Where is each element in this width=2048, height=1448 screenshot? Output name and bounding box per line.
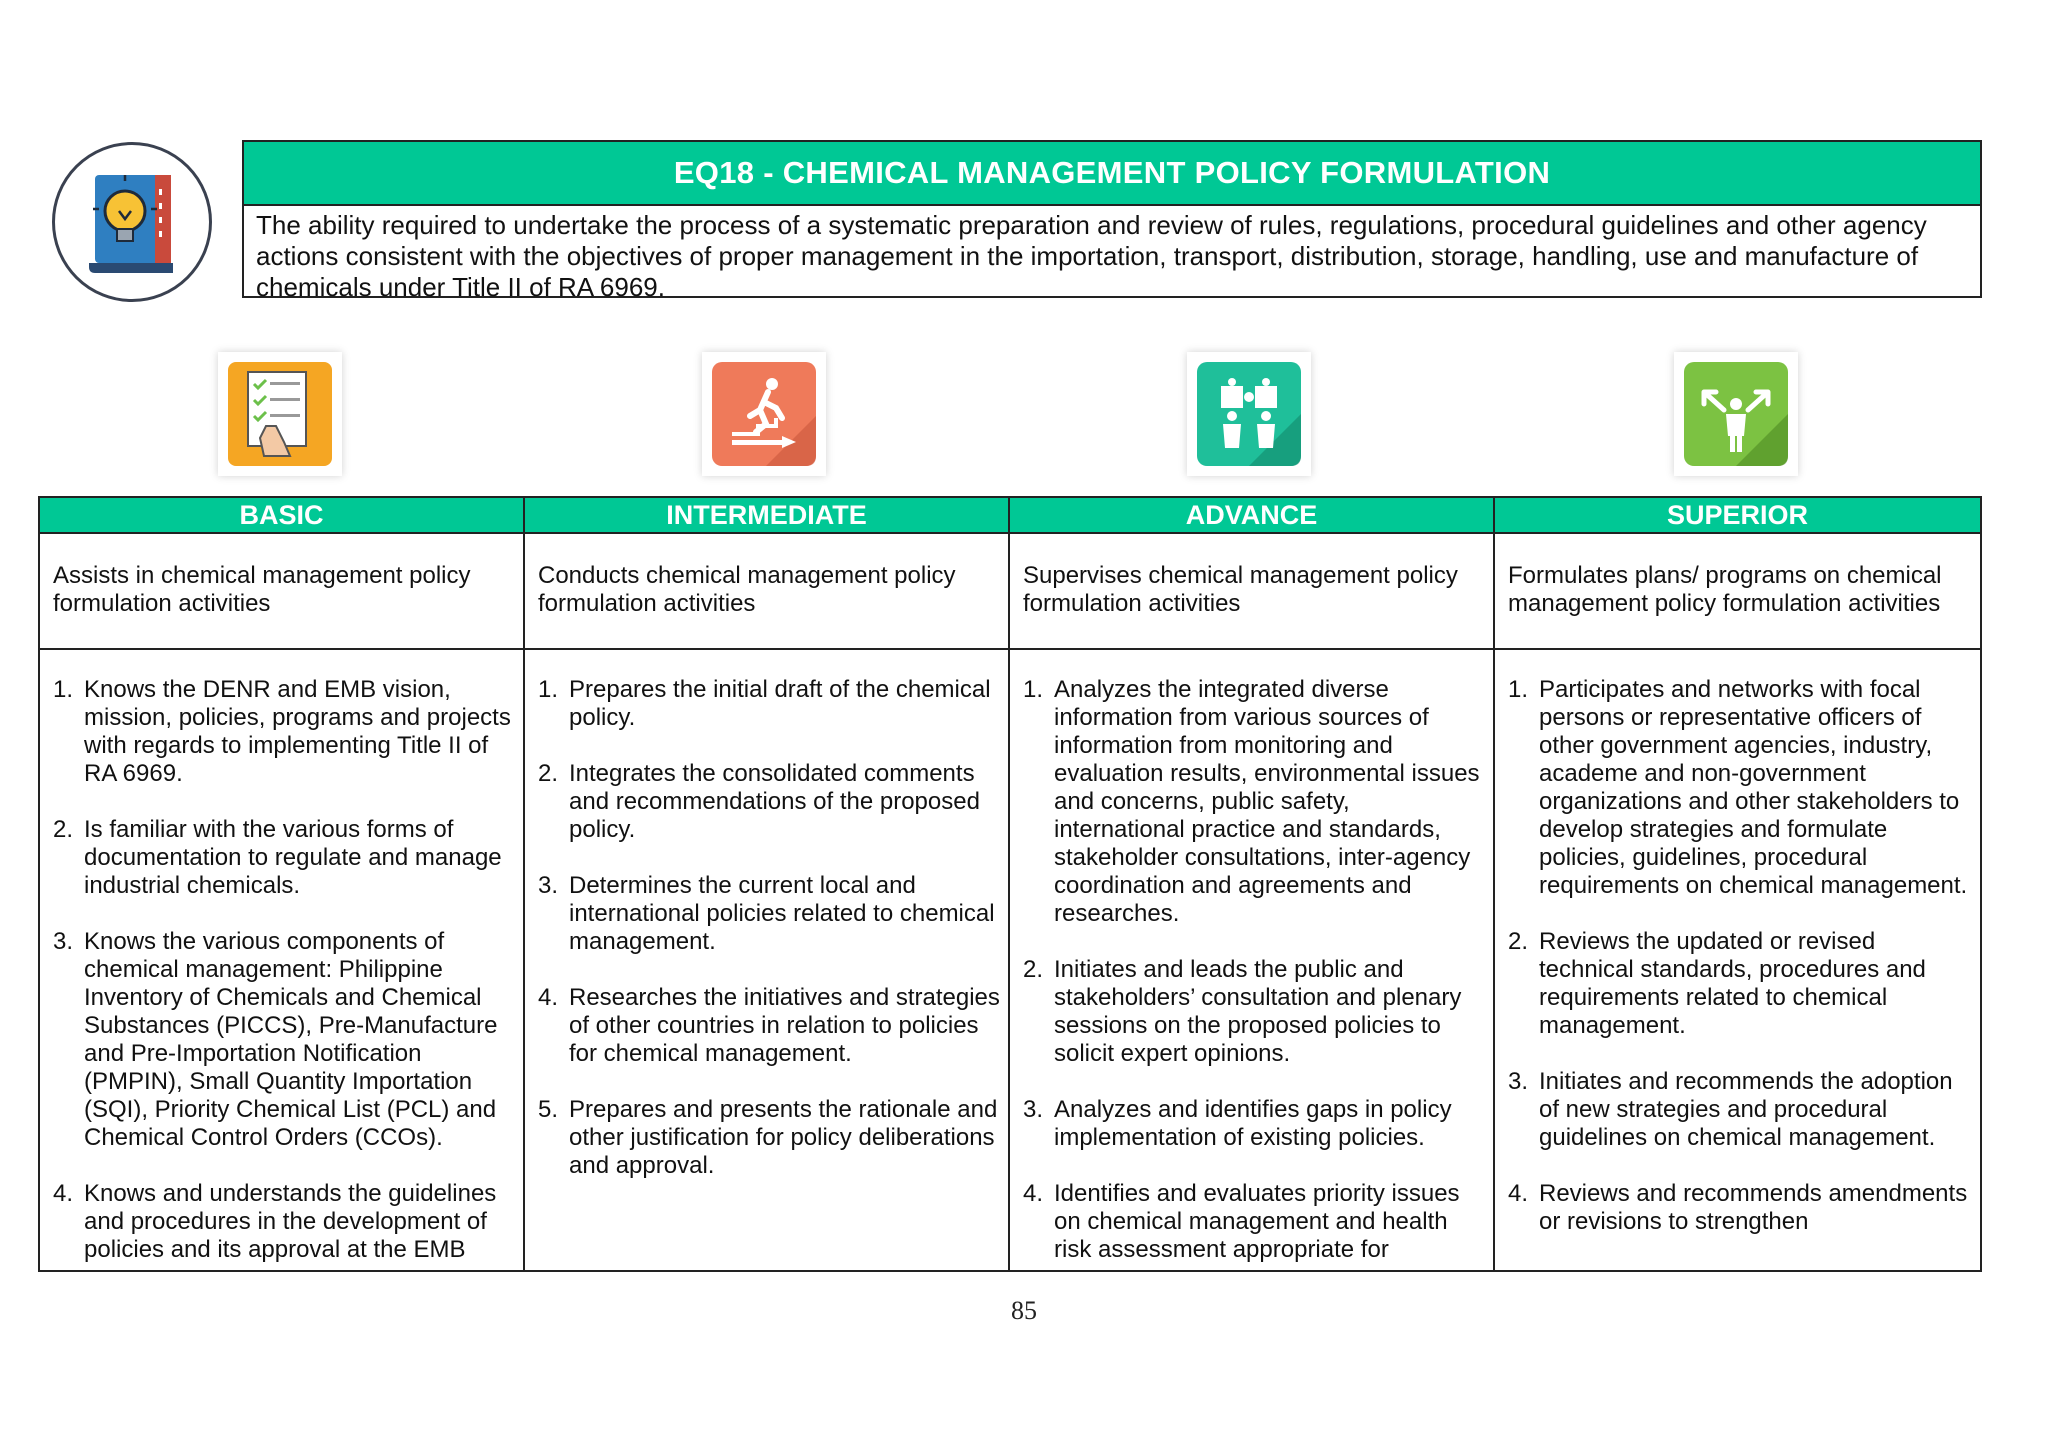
level-summary-advance: Supervises chemical management policy formulation activities xyxy=(1010,534,1495,650)
level-summary-intermediate: Conducts chemical management policy formulation activities xyxy=(525,534,1010,650)
level-summary-superior: Formulates plans/ programs on chemical management policy formulation activities xyxy=(1495,534,1980,650)
level-header-basic: BASIC xyxy=(40,498,525,534)
list-item: 2. Integrates the consolidated comments and recommendations of the proposed policy. xyxy=(538,760,980,843)
list-item: 2. Is familiar with the various forms of documentation to regulate and manage industrial chemicals. xyxy=(53,816,502,899)
level-items-basic xyxy=(40,650,525,1270)
level-header-intermediate: INTERMEDIATE xyxy=(525,498,1010,534)
list-item: 4. Reviews and recommends amendments or revisions to strengthen xyxy=(1508,1180,1968,1235)
level-header-superior: SUPERIOR xyxy=(1495,498,1980,534)
list-item: 3. Determines the current local and international policies related to chemical management. xyxy=(538,872,995,955)
competency-header xyxy=(242,140,1982,302)
person-stairs-icon xyxy=(702,352,826,476)
person-crossroads-icon xyxy=(1674,352,1798,476)
level-header-advance: ADVANCE xyxy=(1010,498,1495,534)
list-item: 1. Knows the DENR and EMB vision, mission, policies, programs and projects with regards to implementing Title II of RA 6969. xyxy=(53,676,511,787)
list-item: 4. Researches the initiatives and strategies of other countries in relation to policies for chemical management. xyxy=(538,984,1000,1067)
list-item: 5. Prepares and presents the rationale and other justification for policy deliberations and approval. xyxy=(538,1096,998,1179)
page-number: 85 xyxy=(1011,1296,1037,1325)
proficiency-table xyxy=(38,496,1982,1272)
level-items-advance xyxy=(1010,650,1495,1270)
checklist-hand-icon xyxy=(218,352,342,476)
list-item: 2. Reviews the updated or revised technical standards, procedures and requirements related to chemical management. xyxy=(1508,928,1926,1039)
puzzle-people-icon xyxy=(1187,352,1311,476)
list-item: 4. Identifies and evaluates priority issues on chemical management and health risk assessment appropriate for xyxy=(1023,1180,1460,1263)
competency-title: EQ18 - CHEMICAL MANAGEMENT POLICY FORMULATION xyxy=(244,142,1980,206)
list-item: 4. Knows and understands the guidelines and procedures in the development of policies and its approval at the EMB xyxy=(53,1180,497,1263)
list-item: 1. Analyzes the integrated diverse information from various sources of information from monitoring and evaluation results, environmental issues and concerns, public safety, international practice and standards, stakeholder consultations, inter-agency coordination and agreements and researches. xyxy=(1023,676,1480,927)
book-lightbulb-icon xyxy=(52,142,212,302)
list-item: 2. Initiates and leads the public and stakeholders’ consultation and plenary sessions on the proposed policies to solicit expert opinions. xyxy=(1023,956,1462,1067)
level-items-intermediate xyxy=(525,650,1010,1270)
level-summary-basic: Assists in chemical management policy formulation activities xyxy=(40,534,525,650)
list-item: 3. Initiates and recommends the adoption of new strategies and procedural guidelines on chemical management. xyxy=(1508,1068,1953,1151)
list-item: 3. Analyzes and identifies gaps in policy implementation of existing policies. xyxy=(1023,1096,1452,1151)
list-item: 1. Participates and networks with focal persons or representative officers of other government agencies, industry, academe and non-government organizations and other stakeholders to develop strategies and formulate policies, guidelines, procedural requirements on chemical management. xyxy=(1508,676,1968,899)
competency-description: The ability required to undertake the process of a systematic preparation and review of rules, regulations, procedural guidelines and other agency actions consistent with the objectives of proper management in the importation, transport, distribution, storage, handling, use and manufacture of chemicals under Title II of RA 6969. xyxy=(256,210,1927,302)
level-items-superior xyxy=(1495,650,1980,1270)
list-item: 1. Prepares the initial draft of the chemical policy. xyxy=(538,676,991,731)
list-item: 3. Knows the various components of chemical management: Philippine Inventory of Chemicals and Chemical Substances (PICCS), Pre-Manufacture and Pre-Importation Notification (PMPIN), Small Quantity Importation (SQI), Priority Chemical List (PCL) and Chemical Control Orders (CCOs). xyxy=(53,928,498,1151)
